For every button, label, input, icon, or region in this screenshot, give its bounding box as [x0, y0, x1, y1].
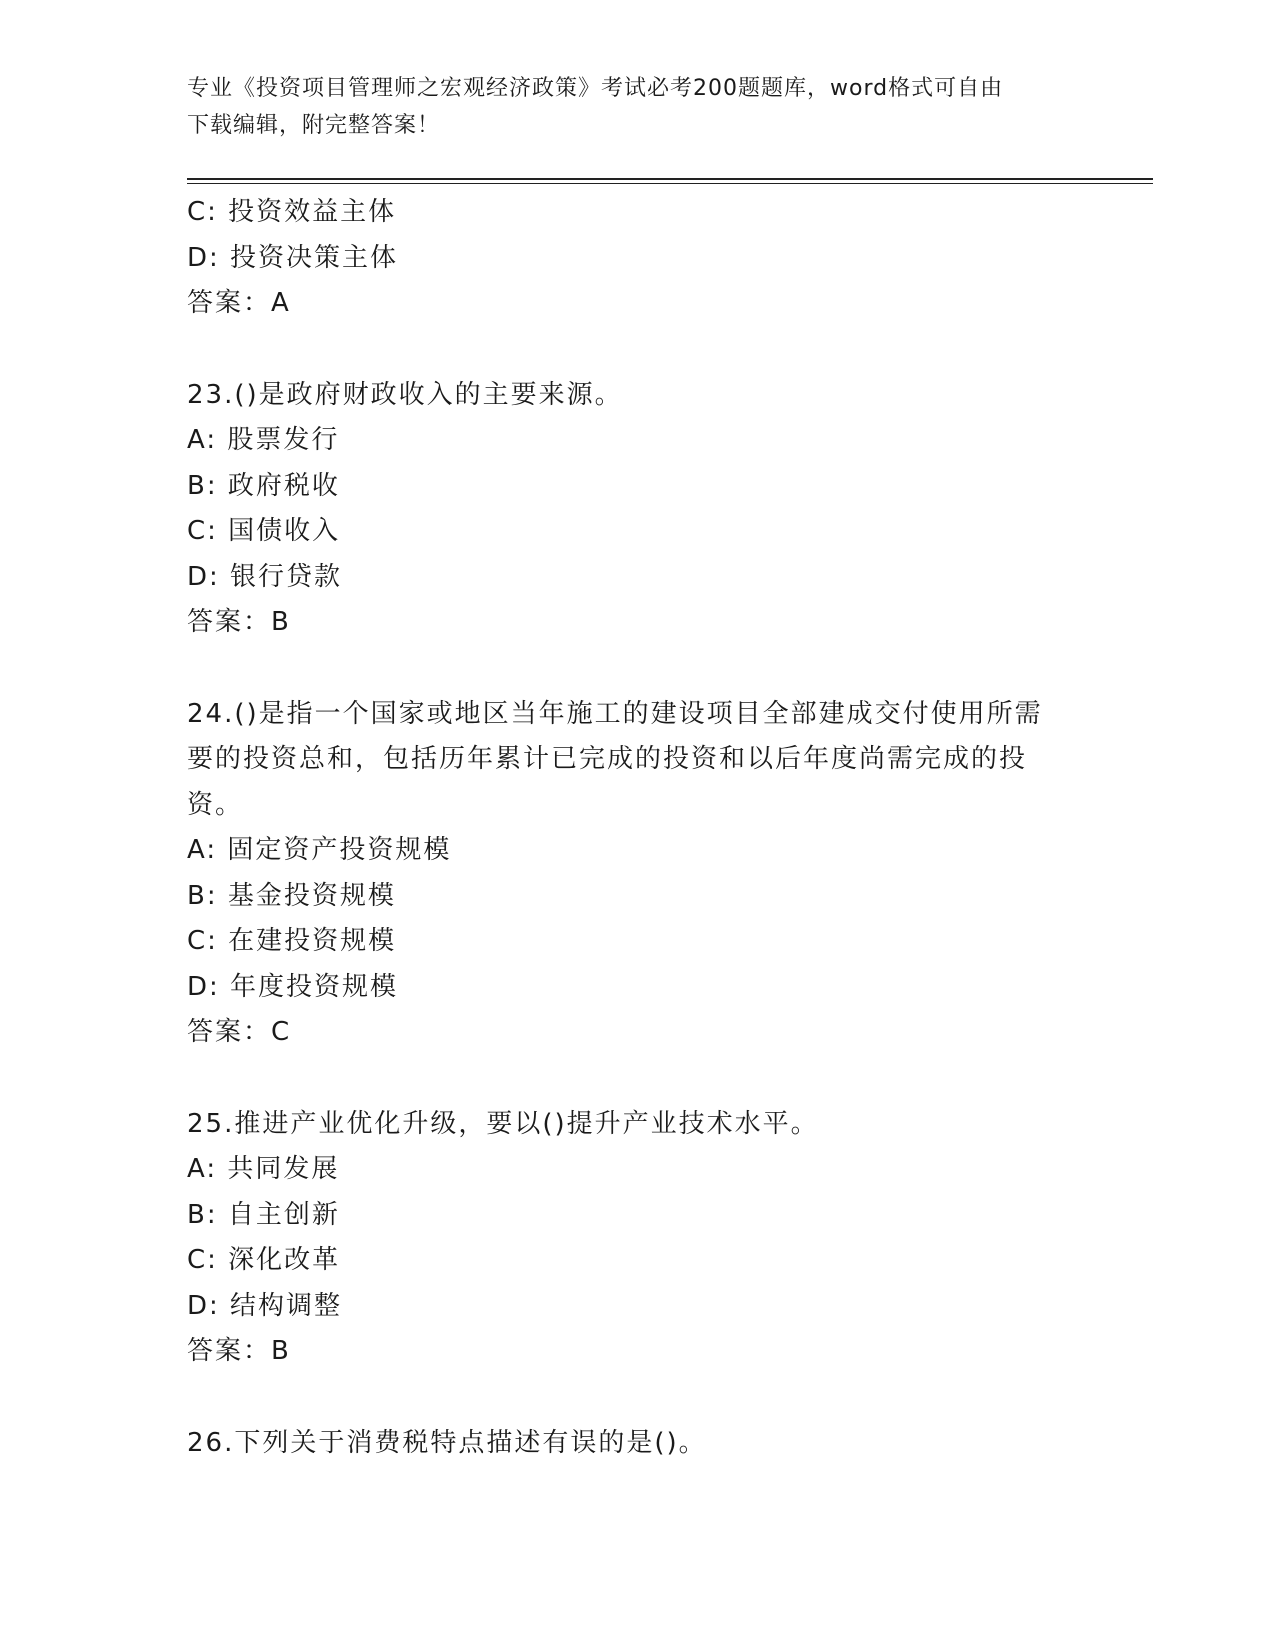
question-content	[187, 190, 1087, 1466]
option-a: A: 固定资产投资规模	[187, 835, 452, 865]
question-stem: 26.下列关于消费税特点描述有误的是()。	[187, 1427, 707, 1458]
option-d: D: 投资决策主体	[187, 242, 399, 273]
option-c: C: 深化改革	[187, 1245, 341, 1275]
question-stem: 25.推进产业优化升级，要以()提升产业技术水平。	[187, 1108, 819, 1139]
header-rule-thick	[187, 178, 1153, 180]
option-b: B: 基金投资规模	[187, 880, 396, 911]
option-b: B: 自主创新	[187, 1199, 340, 1230]
question-23	[187, 373, 1087, 646]
header-rule-thin	[187, 183, 1153, 184]
option-c: C: 国债收入	[187, 516, 341, 546]
answer: 答案：B	[187, 1336, 291, 1366]
answer: 答案：B	[187, 607, 291, 637]
question-25	[187, 1102, 1087, 1375]
option-c: C: 在建投资规模	[187, 926, 397, 956]
spacer	[187, 1056, 1087, 1102]
header-line-2: 下载编辑，附完整答案！	[187, 113, 441, 138]
answer: 答案：C	[187, 1017, 292, 1047]
document-header	[187, 70, 1087, 144]
option-d: D: 银行贷款	[187, 561, 343, 592]
question-24	[187, 692, 1087, 1056]
option-d: D: 年度投资规模	[187, 971, 399, 1002]
spacer	[187, 327, 1087, 373]
answer: 答案：A	[187, 288, 291, 318]
spacer	[187, 646, 1087, 692]
option-a: A: 共同发展	[187, 1154, 340, 1184]
question-stem-line-1: 24.()是指一个国家或地区当年施工的建设项目全部建成交付使用所需	[187, 698, 1043, 729]
option-c: C: 投资效益主体	[187, 197, 397, 227]
header-line-1: 专业《投资项目管理师之宏观经济政策》考试必考200题题库，word格式可自由	[187, 76, 1004, 101]
option-a: A: 股票发行	[187, 425, 340, 455]
question-stem-line-2: 要的投资总和，包括历年累计已完成的投资和以后年度尚需完成的投	[187, 744, 1028, 774]
spacer	[187, 1375, 1087, 1421]
option-b: B: 政府税收	[187, 470, 340, 501]
question-26	[187, 1421, 1087, 1467]
question-stem-line-3: 资。	[187, 789, 244, 820]
question-stem: 23.()是政府财政收入的主要来源。	[187, 379, 623, 410]
option-d: D: 结构调整	[187, 1290, 343, 1321]
